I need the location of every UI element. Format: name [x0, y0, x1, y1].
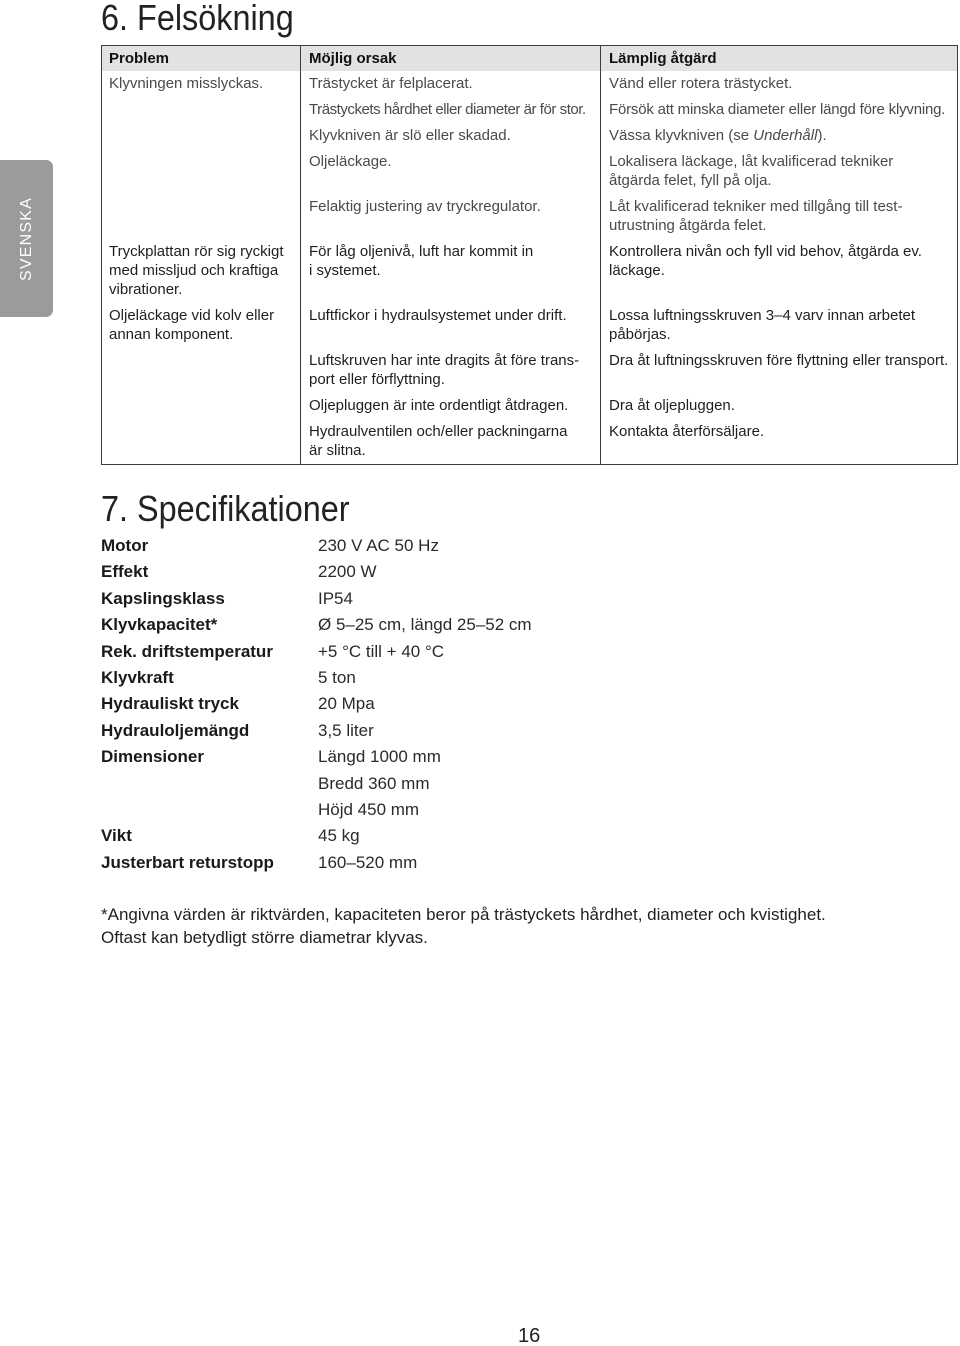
spec-value: 45 kg: [318, 826, 360, 846]
spec-row: [101, 691, 532, 717]
action-cell: Lossa luftningsskruven 3–4 varv innan arbetet påbörjas.: [601, 303, 958, 348]
spec-row: [101, 823, 532, 849]
spec-label: Klyvkapacitet*: [101, 615, 218, 635]
section-reference: Underhåll: [753, 127, 818, 144]
cause-cell: Trästycket är felplacerat.: [301, 71, 601, 97]
cause-cell: Luftskruven har inte dragits åt före trans- port eller förflyttning.: [301, 348, 601, 393]
spec-label: Hydrauloljemängd: [101, 720, 250, 740]
table-row: [102, 393, 958, 419]
spec-label: Kapslingsklass: [101, 588, 225, 608]
action-cell: Dra åt luftningsskruven före flyttning eller transport.: [601, 348, 958, 393]
spec-row: [101, 586, 532, 612]
spec-label: Effekt: [101, 562, 149, 582]
cause-cell: För låg oljenivå, luft har kommit in i systemet.: [301, 239, 601, 303]
spec-value: 20 Mpa: [318, 694, 375, 714]
specifications-list: [101, 533, 532, 876]
spec-row: [101, 718, 532, 744]
action-cell: Dra åt oljepluggen.: [601, 393, 958, 419]
problem-cell-empty: [102, 123, 301, 149]
action-cell: Kontakta återförsäljare.: [601, 419, 958, 465]
spec-value: 230 V AC 50 Hz: [318, 536, 439, 555]
spec-label: Motor: [101, 536, 149, 555]
table-row: [102, 194, 958, 239]
spec-row: [101, 665, 532, 691]
action-cell: Försök att minska diameter eller längd före klyvning.: [601, 97, 958, 123]
column-header-cause: Möjlig orsak: [301, 46, 601, 72]
problem-cell-empty: [102, 97, 301, 123]
table-header-row: [102, 46, 958, 72]
cause-cell: Felaktig justering av tryckregulator.: [301, 194, 601, 239]
spec-row: [101, 744, 532, 823]
cause-cell: Oljeläckage.: [301, 149, 601, 194]
spec-value: 5 ton: [318, 668, 356, 688]
footnote: [101, 903, 826, 949]
troubleshooting-heading: 6. Felsökning: [101, 0, 294, 38]
problem-cell-empty: [102, 149, 301, 194]
spec-label: Justerbart returstopp: [101, 852, 274, 872]
spec-row: [101, 533, 532, 559]
problem-cell: Klyvningen misslyckas.: [102, 71, 301, 97]
spec-value: IP54: [318, 588, 353, 608]
problem-cell: Tryckplattan rör sig ryckigt med missljud och kraftiga vibrationer.: [102, 239, 301, 303]
page-number: 16: [518, 1325, 541, 1346]
action-cell: Vänd eller rotera trästycket.: [601, 71, 958, 97]
action-cell: Lokalisera läckage, låt kvalificerad tekniker åtgärda felet, fyll på olja.: [601, 149, 958, 194]
problem-cell: Oljeläckage vid kolv eller annan komponent.: [102, 303, 301, 348]
table-row: [102, 123, 958, 149]
spec-row: [101, 559, 532, 585]
spec-row: [101, 612, 532, 638]
spec-label: Hydrauliskt tryck: [101, 694, 239, 714]
spec-value: Ø 5–25 cm, längd 25–52 cm: [318, 615, 532, 635]
spec-label: Klyvkraft: [101, 668, 174, 688]
table-row: [102, 149, 958, 194]
spec-row: [101, 850, 532, 876]
action-text-end: ).: [817, 127, 827, 144]
spec-value: +5 °C till + 40 °C: [318, 641, 445, 661]
problem-cell-empty: [102, 348, 301, 393]
language-label: SVENSKA: [17, 196, 35, 281]
spec-label: Rek. driftstemperatur: [101, 641, 273, 661]
table-row: [102, 419, 958, 465]
table-header: [102, 46, 958, 72]
problem-cell-empty: [102, 419, 301, 465]
spec-value: 2200 W: [318, 562, 377, 582]
spec-row: [101, 639, 532, 665]
troubleshooting-table: [101, 45, 958, 465]
footnote-line: *Angivna värden är riktvärden, kapaciteten beror på trästyckets hårdhet, diameter och kvistighet.: [101, 905, 826, 924]
cause-cell: Trästyckets hårdhet eller diameter är för stor.: [301, 97, 601, 123]
table-row: [102, 97, 958, 123]
action-text: Vässa klyvkniven (se: [609, 127, 754, 144]
cause-cell: Luftfickor i hydraulsystemet under drift.: [301, 303, 601, 348]
spec-label: Vikt: [101, 826, 132, 846]
problem-cell-empty: [102, 393, 301, 419]
column-header-action: Lämplig åtgärd: [601, 46, 958, 72]
cause-cell: Klyvkniven är slö eller skadad.: [301, 123, 601, 149]
column-header-problem: Problem: [102, 46, 301, 72]
cause-cell: Oljepluggen är inte ordentligt åtdragen.: [301, 393, 601, 419]
language-side-tab: [0, 160, 53, 317]
action-cell: Kontrollera nivån och fyll vid behov, åtgärda ev. läckage.: [601, 239, 958, 303]
table-body: [102, 71, 958, 465]
table-row: [102, 348, 958, 393]
problem-cell-empty: [102, 194, 301, 239]
spec-value: Längd 1000 mm Bredd 360 mm Höjd 450 mm: [318, 747, 441, 820]
action-cell: Låt kvalificerad tekniker med tillgång till test- utrustning åtgärda felet.: [601, 194, 958, 239]
table-row: [102, 303, 958, 348]
spec-value: 160–520 mm: [318, 852, 418, 872]
spec-value: 3,5 liter: [318, 720, 374, 740]
spec-label: Dimensioner: [101, 747, 204, 767]
table-row: [102, 239, 958, 303]
specifications-heading: 7. Specifikationer: [101, 488, 350, 529]
cause-cell: Hydraulventilen och/eller packningarna är slitna.: [301, 419, 601, 465]
action-cell: [601, 123, 958, 149]
table-row: [102, 71, 958, 97]
footnote-line: Oftast kan betydligt större diametrar klyvas.: [101, 928, 428, 947]
